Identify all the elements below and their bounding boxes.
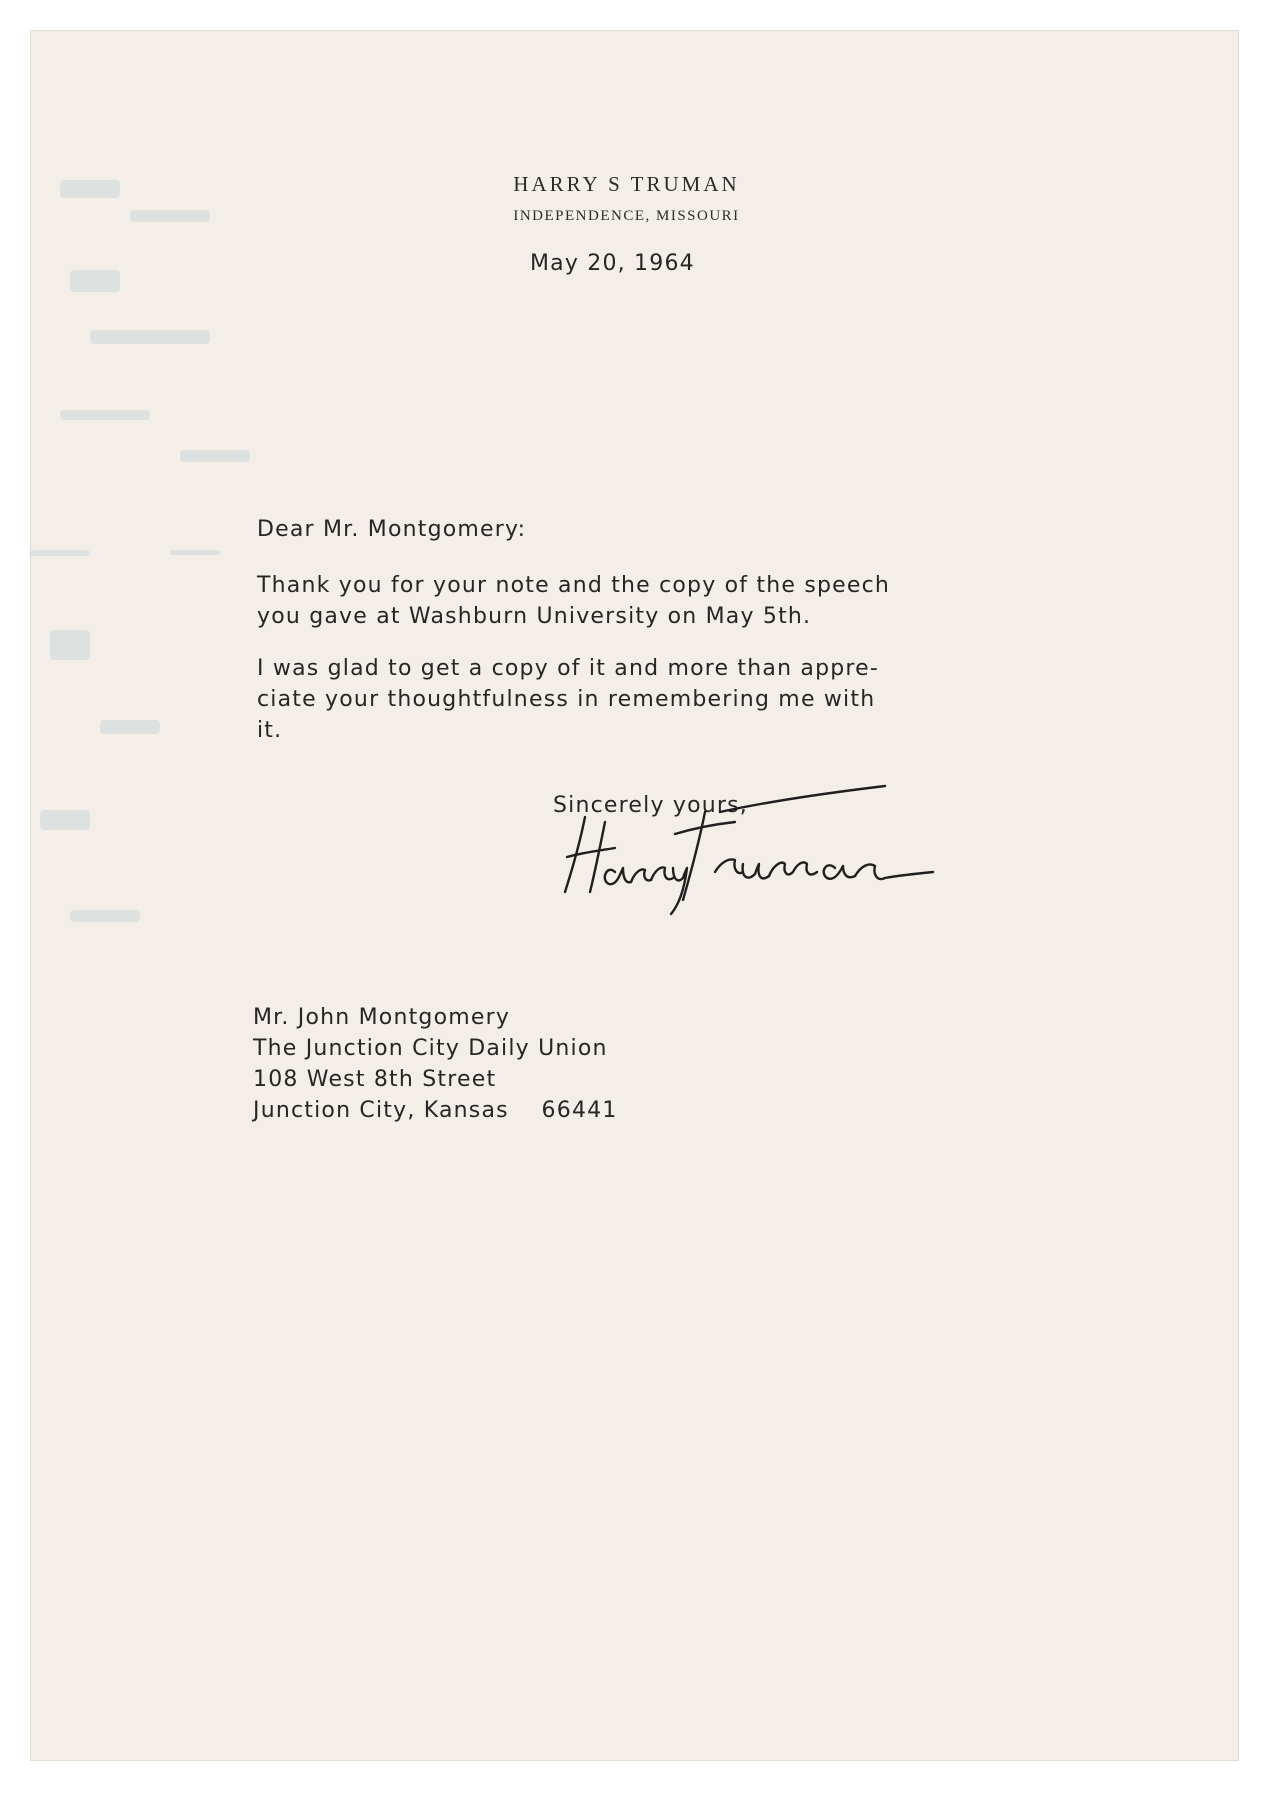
body-line: it. <box>257 718 283 743</box>
letterhead-place: INDEPENDENCE, MISSOURI <box>513 208 740 224</box>
handwritten-signature <box>545 772 945 922</box>
letter-sheet <box>30 30 1239 1761</box>
recipient-name: Mr. John Montgomery <box>253 1005 511 1030</box>
recipient-address <box>253 1002 618 1126</box>
body-line: I was glad to get a copy of it and more than appre- <box>257 656 880 681</box>
salutation: Dear Mr. Montgomery: <box>257 517 527 542</box>
recipient-street: 108 West 8th Street <box>253 1067 497 1092</box>
recipient-city-line: Junction City, Kansas 66441 <box>253 1098 618 1123</box>
letterhead-name: HARRY S TRUMAN <box>513 172 740 196</box>
body-line: Thank you for your note and the copy of the speech <box>257 573 891 598</box>
body-line: you gave at Washburn University on May 5th. <box>257 604 812 629</box>
body-paragraph-1 <box>257 570 890 632</box>
body-line: ciate your thoughtfulness in remembering me with <box>257 687 876 712</box>
letter-date: May 20, 1964 <box>530 251 695 276</box>
closing: Sincerely yours, <box>553 793 748 818</box>
recipient-organization: The Junction City Daily Union <box>253 1036 608 1061</box>
body-paragraph-2 <box>257 653 879 746</box>
